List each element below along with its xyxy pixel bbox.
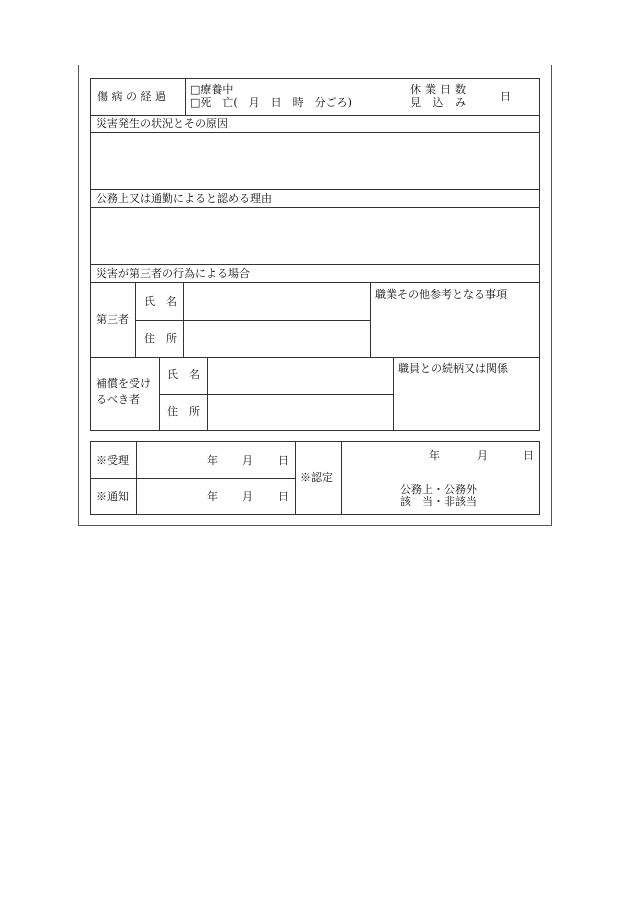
table-top-border [90, 78, 540, 79]
certify-label: ※認定 [300, 471, 333, 484]
treatment-checkbox[interactable]: □療養中 [190, 83, 234, 96]
divider [90, 132, 540, 133]
received-label: ※受理 [96, 454, 129, 467]
leave-days-sub: 見 込 み [410, 96, 470, 109]
recipient-side-label-2: るべき者 [96, 393, 140, 406]
received-year: 年 [207, 454, 218, 467]
divider [295, 441, 296, 514]
leave-days-unit: 日 [500, 90, 511, 103]
certify-result-line-2: 該 当・非該当 [400, 495, 477, 508]
notified-label: ※通知 [96, 490, 129, 503]
received-day: 日 [278, 454, 289, 467]
divider [135, 320, 370, 321]
notified-day: 日 [278, 490, 289, 503]
table-left-border [90, 78, 91, 430]
divider [90, 478, 295, 479]
divider [370, 282, 371, 357]
notified-month: 月 [242, 490, 253, 503]
recipient-name-label: 氏 名 [167, 368, 200, 381]
divider [393, 357, 394, 430]
divider [90, 189, 540, 190]
certify-month: 月 [477, 449, 488, 462]
third-party-side-label: 第三者 [96, 313, 129, 326]
received-month: 月 [242, 454, 253, 467]
divider [185, 78, 186, 115]
third-party-name-label: 氏 名 [144, 295, 177, 308]
divider [90, 207, 540, 208]
divider [539, 441, 540, 514]
third-party-label: 災害が第三者の行為による場合 [96, 267, 250, 280]
progress-label: 傷 病 の 経 過 [97, 90, 166, 103]
certify-result-line-1: 公務上・公務外 [400, 483, 477, 496]
recipient-address-label: 住 所 [167, 405, 200, 418]
divider [159, 394, 393, 395]
notified-year: 年 [207, 490, 218, 503]
office-table-top-border [90, 441, 540, 442]
relation-label: 職員との続柄又は関係 [398, 362, 508, 375]
recipient-side-label-1: 補償を受け [96, 377, 151, 390]
certify-year: 年 [429, 449, 440, 462]
certify-day: 日 [523, 449, 534, 462]
occupation-label: 職業その他参考となる事項 [375, 288, 507, 301]
divider [90, 115, 540, 116]
disaster-cause-label: 災害発生の状況とその原因 [96, 117, 228, 130]
divider [90, 282, 540, 283]
office-table-bottom-border [90, 514, 540, 515]
third-party-address-label: 住 所 [144, 332, 177, 345]
table-bottom-border [90, 430, 540, 431]
table-right-border [539, 78, 540, 430]
divider [341, 441, 342, 514]
leave-days-label: 休業日数 [410, 83, 470, 96]
divider [90, 264, 540, 265]
divider [90, 357, 540, 358]
death-checkbox[interactable]: □死 亡( 月 日 時 分ごろ) [190, 96, 352, 109]
duty-reason-label: 公務上又は通勤によると認める理由 [96, 192, 272, 205]
